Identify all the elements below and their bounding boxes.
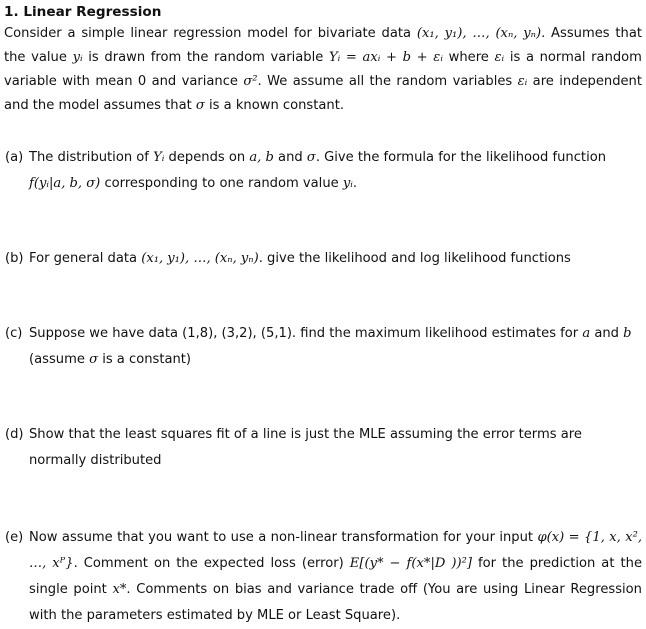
math-epsilon: εᵢ (494, 50, 505, 65)
math-params: a, b (249, 150, 274, 165)
part-a-label: (a) (5, 150, 24, 165)
intro-text-5: is a normal random variable with mean 0 and variance (4, 50, 642, 89)
part-c-and: and (594, 326, 619, 341)
part-a-text-3: . Give the formula for the likelihood function (315, 150, 607, 165)
math-sigma-c: σ (89, 352, 99, 367)
math-sigma-squared: σ² (243, 74, 258, 89)
intro-text-3: is drawn from the random variable (88, 50, 324, 65)
math-Yi: Yᵢ (153, 150, 165, 165)
part-c-text-1: Suppose we have data (1,8), (3,2), (5,1). find the maximum likelihood estimates for (29, 326, 579, 341)
part-b-text (29, 246, 642, 272)
math-data-pairs-b: (x₁, y₁), …, (xₙ, yₙ) (141, 251, 259, 266)
section-title: 1. Linear Regression (4, 4, 162, 20)
part-a-text-5: . (352, 176, 358, 191)
part-b-text-2: . give the likelihood and log likelihood functions (258, 251, 571, 266)
intro-text-2: . Assumes that the value (4, 26, 643, 65)
math-expected-loss: E[(y* − f(x*|D ))²] (349, 556, 472, 571)
part-d-text: Show that the least squares fit of a line is just the MLE assuming the error terms are normally distributed (29, 427, 582, 468)
intro-text-7: are independent and the model assumes that (4, 74, 642, 113)
part-e-label: (e) (5, 530, 24, 545)
part-c-text-3: is a constant) (102, 352, 192, 367)
part-e-text-2: . Comment on the expected loss (error) (73, 556, 344, 571)
math-sigma: σ (195, 98, 205, 113)
math-likelihood: f(yᵢ|a, b, σ) (29, 176, 101, 191)
part-c-text (29, 321, 642, 373)
intro-text-1: Consider a simple linear regression model for bivariate data (4, 26, 412, 41)
intro-text-6: . We assume all the random variables (257, 74, 513, 89)
part-c-label: (c) (5, 326, 23, 341)
part-b-text-1: For general data (29, 251, 138, 266)
math-yi: yᵢ (72, 50, 83, 65)
part-e-text (29, 525, 642, 629)
part-e-text-3: for the prediction at the single point (29, 556, 642, 597)
part-e-text-1: Now assume that you want to use a non-linear transformation for your input (29, 530, 534, 545)
part-e-text-4: . Comments on bias and variance trade off (You are using Linear Regression with the parameters estimated by MLE or Least Square). (29, 582, 642, 623)
math-model: Yᵢ = axᵢ + b + εᵢ (328, 50, 443, 65)
math-a: a (582, 326, 591, 341)
math-x-star: x* (112, 582, 127, 597)
math-sigma-a: σ (306, 150, 316, 165)
part-a-text-4: corresponding to one random value (104, 176, 339, 191)
intro-paragraph (4, 22, 642, 118)
part-c-text-2: (assume (29, 352, 85, 367)
intro-text-8: is a known constant. (209, 98, 344, 113)
math-epsilon-2: εᵢ (517, 74, 528, 89)
math-basis-set: {1, x, x², …, xᴾ} (29, 530, 642, 571)
math-phi: φ(x) = (537, 530, 580, 545)
part-a-text-2: depends on (168, 150, 246, 165)
part-b-label: (b) (5, 251, 24, 266)
math-yi-a: yᵢ (342, 176, 353, 191)
part-a-text (29, 145, 642, 197)
math-data-pairs: (x₁, y₁), …, (xₙ, yₙ) (416, 26, 542, 41)
intro-text-4: where (448, 50, 489, 65)
part-a-text-1: The distribution of (29, 150, 149, 165)
part-a-and: and (278, 150, 303, 165)
math-b: b (623, 326, 632, 341)
part-d-label: (d) (5, 427, 24, 442)
